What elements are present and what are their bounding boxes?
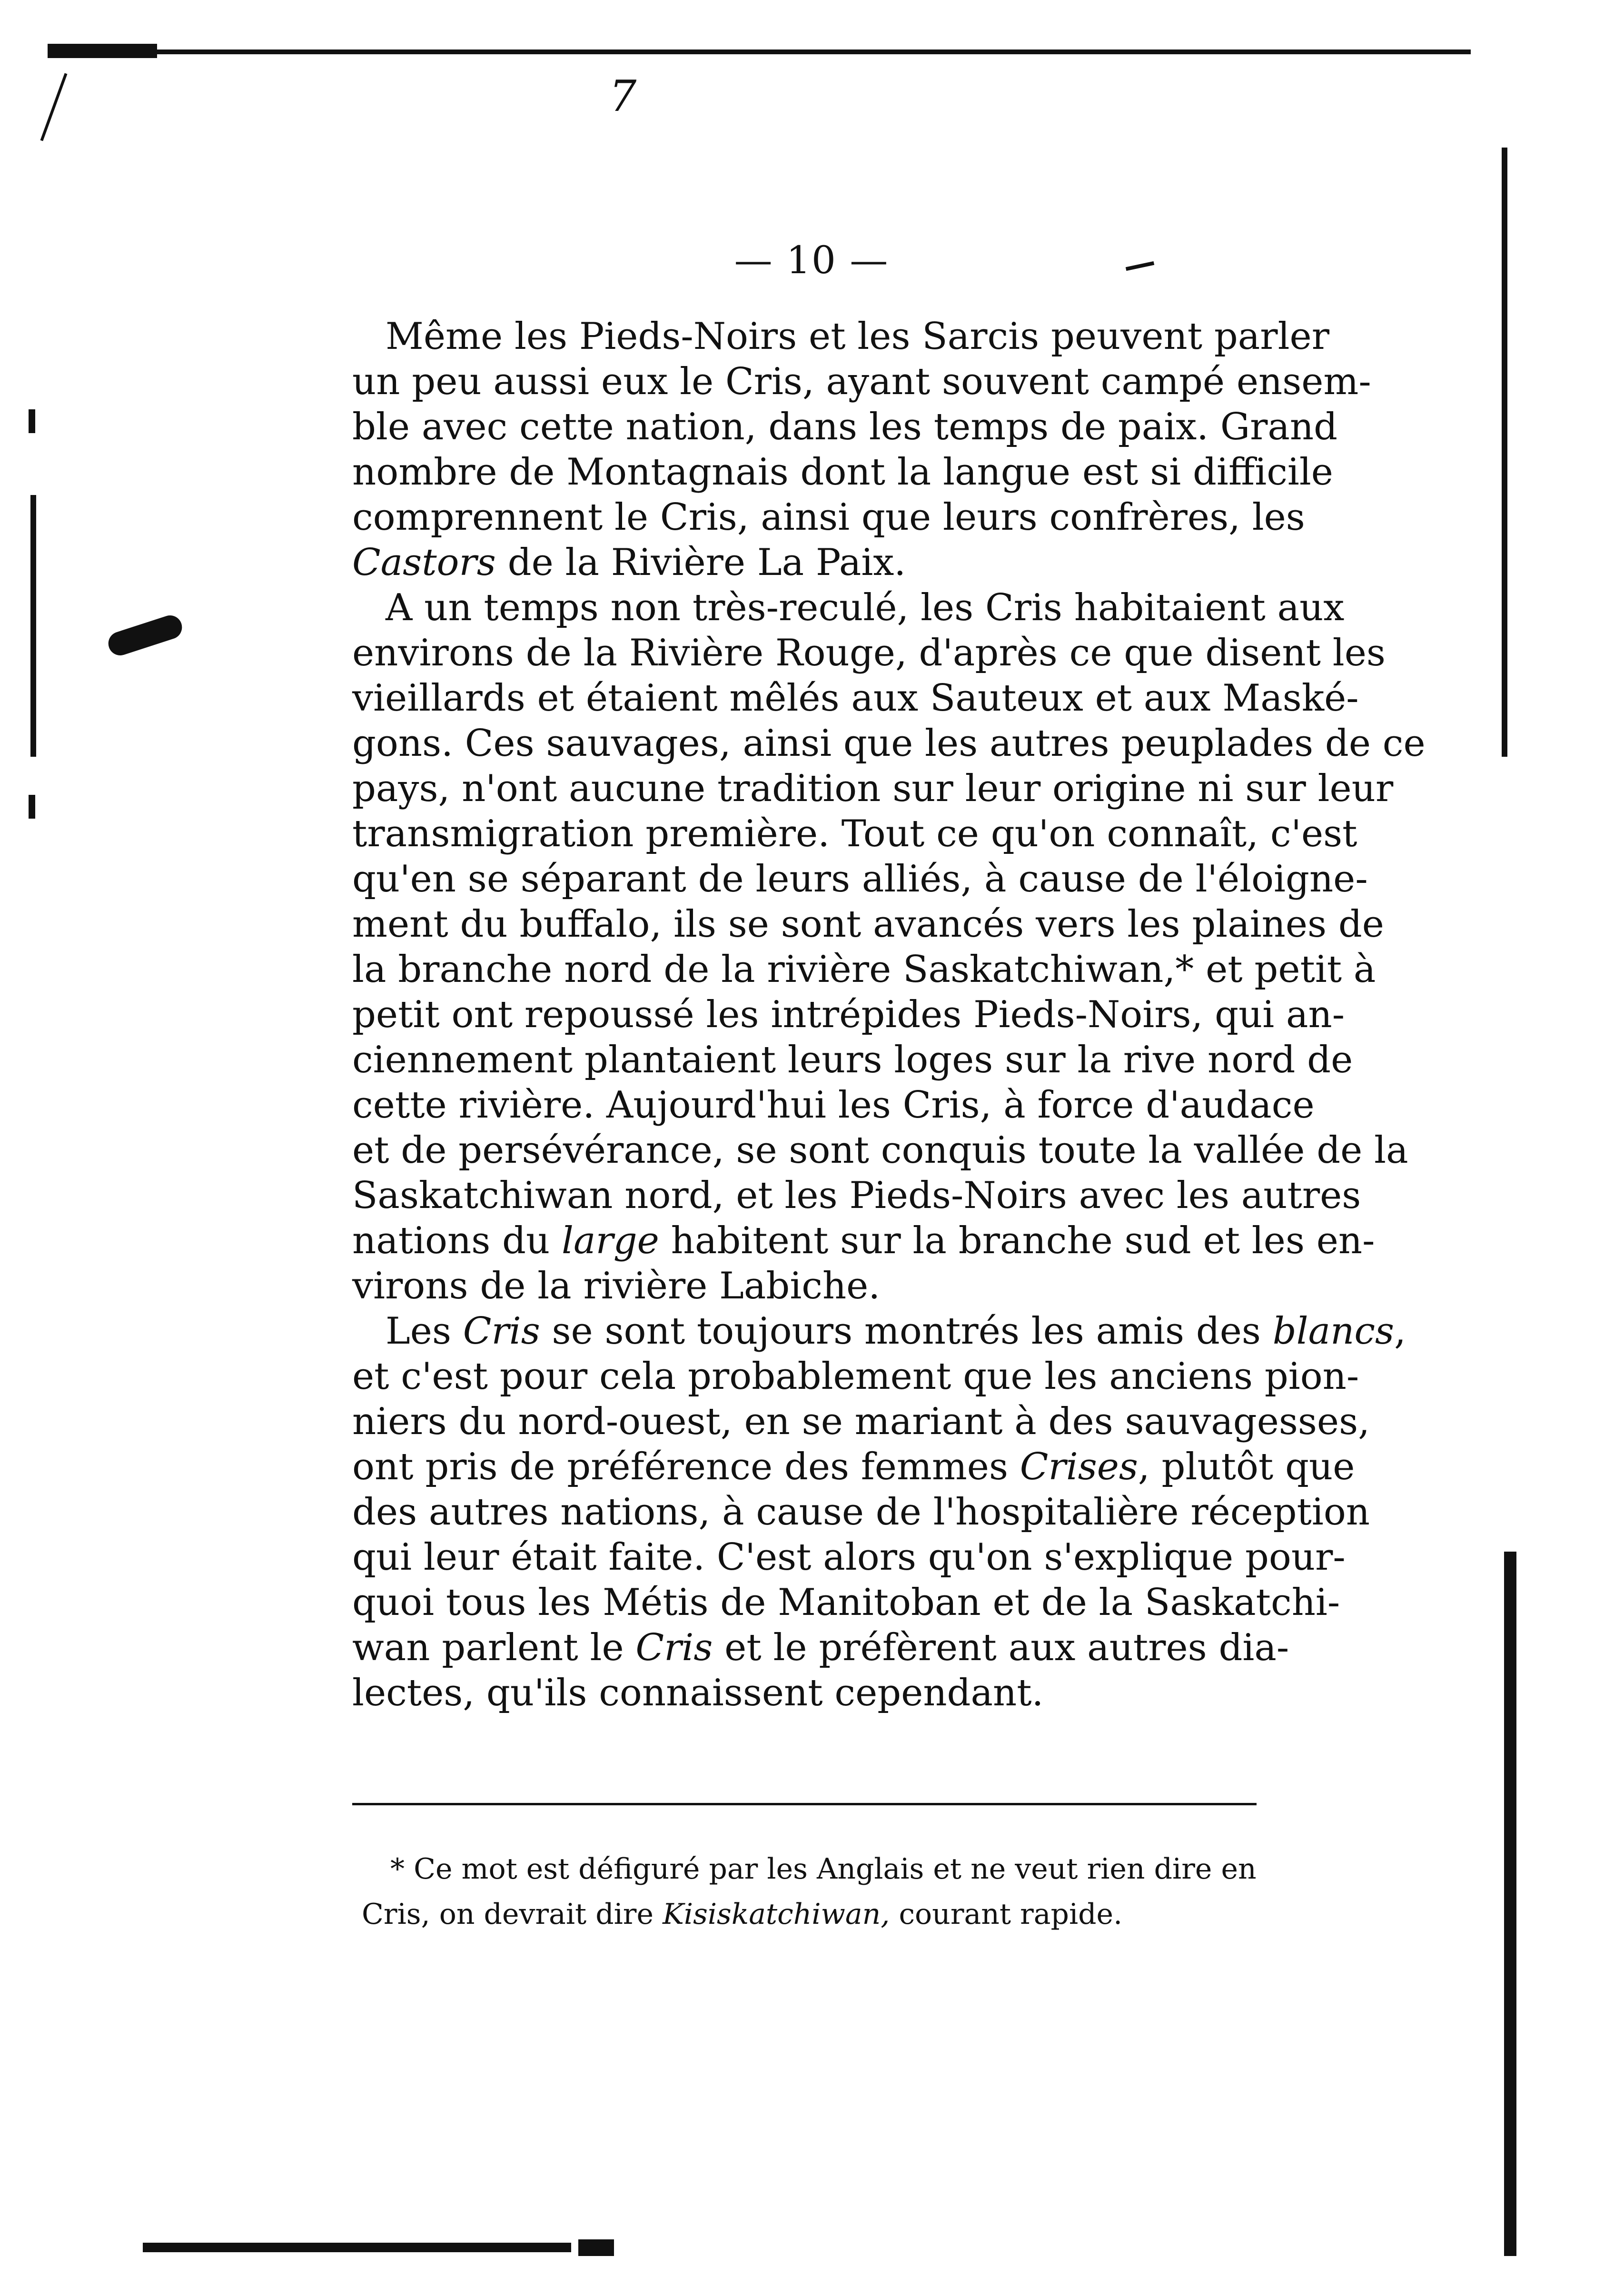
text-segment: ont pris de préférence des femmes (352, 1445, 1020, 1488)
text-line: pays, n'ont aucune tradition sur leur origine ni sur leur (352, 767, 1394, 810)
text-segment: wan parlent le (352, 1626, 636, 1669)
right-edge-bar (1502, 148, 1507, 757)
text-line: qu'en se séparant de leurs alliés, à cause de l'éloigne- (352, 858, 1368, 901)
left-edge-marks (29, 409, 35, 433)
text-segment: se sont toujours montrés les amis des (540, 1310, 1273, 1353)
text-segment: Les (386, 1310, 463, 1353)
text-line: cette rivière. Aujourd'hui les Cris, à force d'audace (352, 1084, 1315, 1127)
text-segment: , plutôt que (1138, 1445, 1355, 1488)
text-line (352, 540, 1259, 585)
left-edge-bar (30, 495, 36, 757)
text-line: niers du nord-ouest, en se mariant à des sauvagesses, (352, 1400, 1370, 1443)
text-line: ment du buffalo, ils se sont avancés vers les plaines de (352, 903, 1384, 946)
text-line: Même les Pieds-Noirs et les Sarcis peuvent parler (386, 315, 1329, 358)
italic-term: Kisiskatchiwan, (663, 1898, 890, 1931)
body-text (352, 314, 1426, 1716)
arrow-mark (105, 613, 185, 659)
text-line: ble avec cette nation, dans les temps de paix. Grand (352, 406, 1338, 448)
text-line: transmigration première. Tout ce qu'on connaît, c'est (352, 812, 1357, 855)
text-line: et de persévérance, se sont conquis toute la vallée de la (352, 1129, 1408, 1172)
italic-term: large (562, 1219, 659, 1262)
text-line (352, 1218, 1375, 1264)
italic-term: Castors (352, 541, 496, 584)
text-line: un peu aussi eux le Cris, ayant souvent campé ensem- (352, 360, 1371, 403)
text-segment: nations du (352, 1219, 562, 1262)
text-line: comprennent le Cris, ainsi que leurs confrères, les (352, 496, 1305, 539)
text-line (352, 1625, 1289, 1671)
text-line: virons de la rivière Labiche. (352, 1265, 881, 1307)
top-left-slash (40, 73, 68, 141)
text-line: qui leur était faite. C'est alors qu'on s'explique pour- (352, 1536, 1346, 1579)
text-line: A un temps non très-reculé, les Cris habitaient aux (386, 586, 1345, 629)
text-segment: habitent sur la branche sud et les en- (659, 1219, 1375, 1262)
text-line: la branche nord de la rivière Saskatchiwan,* et petit à (352, 948, 1376, 991)
text-segment: , (1394, 1310, 1406, 1353)
bottom-scan-border (143, 2243, 571, 2252)
italic-term: blancs (1272, 1310, 1395, 1353)
text-line (352, 1445, 1355, 1490)
text-line: petit ont repoussé les intrépides Pieds-Noirs, qui an- (352, 993, 1345, 1036)
left-edge-mark-2 (29, 795, 35, 819)
italic-term: Crises (1020, 1445, 1138, 1488)
text-line: des autres nations, à cause de l'hospitalière réception (352, 1491, 1370, 1534)
text-segment: et le préfèrent aux autres dia- (713, 1626, 1289, 1669)
text-segment: Cris, on devrait dire (362, 1898, 663, 1931)
text-segment: courant rapide. (890, 1898, 1123, 1931)
text-line: ciennement plantaient leurs loges sur la rive nord de (352, 1039, 1353, 1081)
text-line: environs de la Rivière Rouge, d'après ce que disent les (352, 632, 1386, 674)
text-line: vieillards et étaient mêlés aux Sauteux et aux Maské- (352, 677, 1359, 720)
text-line: quoi tous les Métis de Manitoban et de la Saskatchi- (352, 1581, 1340, 1624)
text-line: nombre de Montagnais dont la langue est si difficile (352, 451, 1333, 494)
text-line: gons. Ces sauvages, ainsi que les autres peuplades de ce (352, 722, 1426, 765)
right-edge-bar-lower (1504, 1552, 1516, 2256)
text-line: et c'est pour cela probablement que les anciens pion- (352, 1355, 1359, 1398)
bottom-scan-block (578, 2239, 614, 2256)
text-line: Saskatchiwan nord, et les Pieds-Noirs avec les autres (352, 1174, 1361, 1217)
text-line (362, 1892, 1280, 1937)
text-segment: de la Rivière La Paix. (495, 541, 906, 584)
top-left-scan-smudge (48, 44, 157, 58)
page-number: — 10 — (734, 238, 889, 282)
italic-term: Cris (463, 1310, 540, 1353)
italic-term: Cris (635, 1626, 713, 1669)
footnote-separator (352, 1803, 1257, 1805)
text-line: * Ce mot est défiguré par les Anglais et ne veut rien dire en (390, 1852, 1257, 1886)
text-line: lectes, qu'ils connaissent cependant. (352, 1672, 1044, 1714)
handwritten-mark: 7 (609, 71, 637, 121)
text-line (352, 1309, 1406, 1354)
footnote (362, 1847, 1280, 1937)
right-page-scratch (1126, 261, 1154, 271)
top-scan-border (48, 49, 1471, 54)
